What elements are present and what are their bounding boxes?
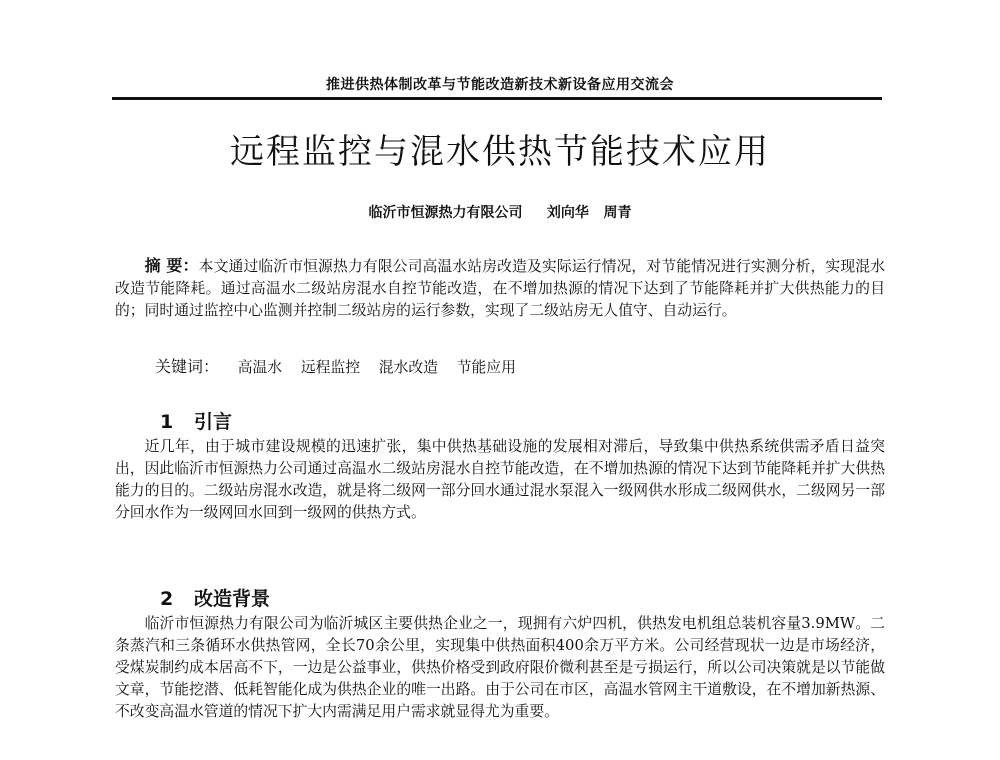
- author-names: 刘向华 周青: [546, 205, 632, 221]
- section-number: 1: [160, 411, 174, 433]
- affiliation: 临沂市恒源热力有限公司: [368, 205, 523, 221]
- keywords: [155, 356, 885, 379]
- keyword-item: 高温水: [237, 359, 283, 376]
- abstract: [115, 255, 885, 322]
- abstract-label: 摘 要：: [144, 256, 199, 275]
- running-header: 推进供热体制改革与节能改造新技术新设备应用交流会: [326, 77, 674, 93]
- header-rule: [112, 97, 882, 100]
- keyword-item: 节能应用: [456, 359, 516, 376]
- section-heading-background: [160, 587, 270, 611]
- section-number: 2: [160, 588, 174, 610]
- section-title: 引言: [194, 411, 233, 433]
- section-heading-introduction: [160, 410, 232, 434]
- keyword-item: 远程监控: [300, 359, 361, 376]
- keyword-item: 混水改造: [378, 359, 438, 376]
- paper-title: 远程监控与混水供热节能技术应用: [230, 132, 770, 172]
- section-title: 改造背景: [194, 588, 271, 610]
- abstract-text: 本文通过临沂市恒源热力有限公司高温水站房改造及实际运行情况，对节能情况进行实测分析，实现混水改造节能降耗。通过高温水二级站房混水自控节能改造，在不增加热源的情况下达到了节能降耗并扩大供热能力的目的；同时通过监控中心监测并控制二级站房的运行参数，实现了二级站房无人值守、自动运行。: [115, 258, 885, 319]
- section-body-background: 临沂市恒源热力有限公司为临沂城区主要供热企业之一，现拥有六炉四机，供热发电机组总装机容量3.9MW。二条蒸汽和三条循环水供热管网，全长70余公里，实现集中供热面积400余万平方米。公司经营现状一边是市场经济，受煤炭制约成本居高不下，一边是公益事业，供热价格受到政府限价微利甚至是亏损运行，所以公司决策就是以节能做文章，节能挖潜、低耗智能化成为供热企业的唯一出路。由于公司在市区，高温水管网主干道敷设，在不增加新热源、不改变高温水管道的情况下扩大内需满足用户需求就显得尤为重要。: [115, 615, 885, 720]
- keywords-label: 关键词：: [155, 357, 220, 376]
- author-line: [115, 203, 885, 223]
- section-body-introduction: 近几年，由于城市建设规模的迅速扩张，集中供热基础设施的发展相对滞后，导致集中供热系统供需矛盾日益突出，因此临沂市恒源热力公司通过高温水二级站房混水自控节能改造，在不增加热源的情况下达到节能降耗并扩大供热能力的目的。二级站房混水改造，就是将二级网一部分回水通过混水泵混入一级网供水形成二级网供水，二级网另一部分回水作为一级网回水回到一级网的供热方式。: [115, 438, 885, 521]
